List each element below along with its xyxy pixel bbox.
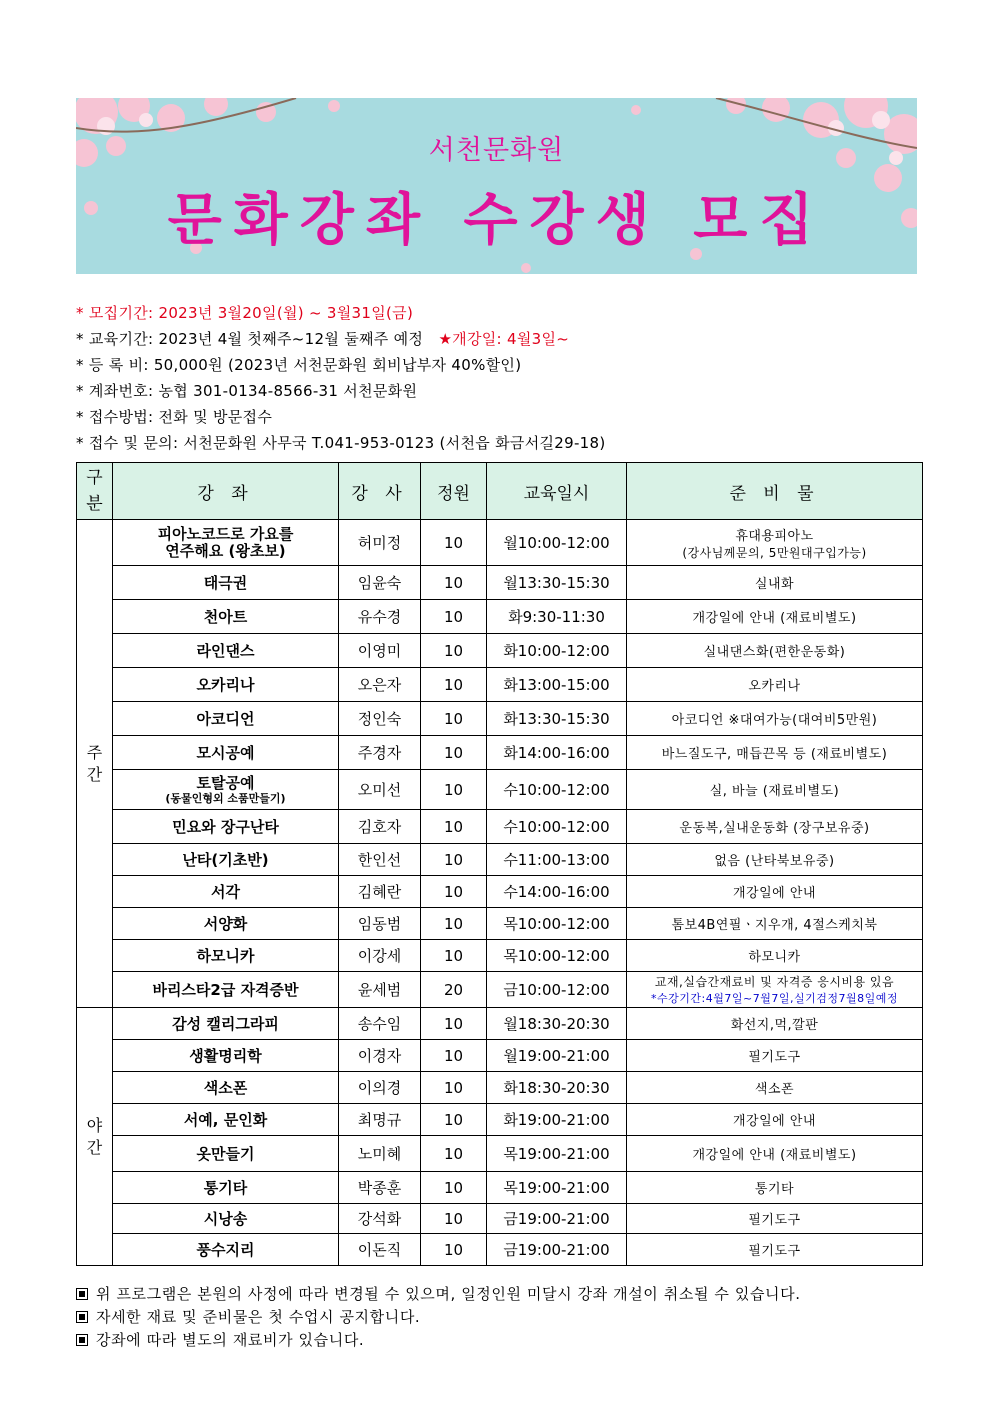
capacity-cell: 10 bbox=[421, 770, 487, 810]
course-name: 하모니카 bbox=[196, 946, 255, 965]
supplies-cell bbox=[627, 1234, 923, 1266]
supplies-cell bbox=[627, 1104, 923, 1136]
capacity-cell: 10 bbox=[421, 520, 487, 566]
course-period-note: *수강기간:4월7일~7월7일,실기검정7월8일예정 bbox=[651, 992, 898, 1005]
capacity-cell: 10 bbox=[421, 668, 487, 702]
schedule-cell: 수10:00-12:00 bbox=[487, 770, 627, 810]
capacity-cell: 10 bbox=[421, 1172, 487, 1204]
course-name: 라인댄스 bbox=[196, 641, 255, 660]
course-name-cell bbox=[113, 1234, 339, 1266]
capacity-cell: 10 bbox=[421, 600, 487, 634]
course-name: 아코디언 bbox=[196, 709, 255, 728]
course-subtitle: (동물인형외 소품만들기) bbox=[165, 792, 286, 805]
course-name-cell bbox=[113, 908, 339, 940]
header-teacher: 강 사 bbox=[339, 463, 421, 520]
supplies-cell bbox=[627, 668, 923, 702]
table-row bbox=[77, 1172, 923, 1204]
note-item: 강좌에 따라 별도의 재료비가 있습니다. bbox=[76, 1329, 936, 1352]
organization-name: 서천문화원 bbox=[428, 135, 565, 166]
table-row bbox=[77, 1072, 923, 1104]
header-schedule: 교육일시 bbox=[487, 463, 627, 520]
teacher-cell: 임동범 bbox=[339, 908, 421, 940]
teacher-cell: 김혜란 bbox=[339, 876, 421, 908]
schedule-cell: 수10:00-12:00 bbox=[487, 810, 627, 844]
supplies-note: (강사님께문의, 5만원대구입가능) bbox=[682, 545, 867, 560]
table-row bbox=[77, 520, 923, 566]
course-name: 모시공예 bbox=[196, 743, 255, 762]
schedule-cell: 금10:00-12:00 bbox=[487, 972, 627, 1008]
table-row bbox=[77, 702, 923, 736]
header-course: 강 좌 bbox=[113, 463, 339, 520]
table-row bbox=[77, 1204, 923, 1234]
capacity-cell: 10 bbox=[421, 1104, 487, 1136]
supplies-cell bbox=[627, 702, 923, 736]
page-title: 문화강좌 수강생 모집 bbox=[167, 188, 826, 253]
supplies-cell bbox=[627, 908, 923, 940]
course-name: 서각 bbox=[211, 882, 240, 901]
capacity-cell: 10 bbox=[421, 940, 487, 972]
course-name: 옷만들기 bbox=[196, 1144, 255, 1163]
supplies-text: 오카리나 bbox=[748, 679, 801, 694]
supplies-cell bbox=[627, 1040, 923, 1072]
course-name-cell bbox=[113, 566, 339, 600]
section-label: 주 간 bbox=[77, 520, 113, 1008]
capacity-cell: 20 bbox=[421, 972, 487, 1008]
capacity-cell: 10 bbox=[421, 702, 487, 736]
table-row bbox=[77, 908, 923, 940]
course-name: 풍수지리 bbox=[196, 1240, 255, 1259]
opening-day: ★개강일: 4월3일~ bbox=[438, 330, 570, 348]
supplies-cell bbox=[627, 600, 923, 634]
capacity-cell: 10 bbox=[421, 1204, 487, 1234]
course-name: 바리스타2급 자격증반 bbox=[152, 980, 299, 999]
schedule-cell: 화19:00-21:00 bbox=[487, 1104, 627, 1136]
table-row bbox=[77, 1040, 923, 1072]
section-label: 야 간 bbox=[77, 1008, 113, 1266]
teacher-cell: 한인선 bbox=[339, 844, 421, 876]
course-name: 난타(기초반) bbox=[182, 850, 269, 869]
supplies-text: 교재,실습간재료비 및 자격증 응시비용 있음 bbox=[654, 975, 895, 989]
schedule-cell: 월10:00-12:00 bbox=[487, 520, 627, 566]
teacher-cell: 이경자 bbox=[339, 1040, 421, 1072]
supplies-text: 실내댄스화(편한운동화) bbox=[703, 645, 846, 660]
supplies-cell bbox=[627, 1008, 923, 1040]
course-name-cell bbox=[113, 520, 339, 566]
teacher-cell: 강석화 bbox=[339, 1204, 421, 1234]
capacity-cell: 10 bbox=[421, 844, 487, 876]
teacher-cell: 이영미 bbox=[339, 634, 421, 668]
table-header bbox=[77, 463, 923, 520]
schedule-cell: 목19:00-21:00 bbox=[487, 1172, 627, 1204]
teacher-cell: 송수임 bbox=[339, 1008, 421, 1040]
square-bullet-icon bbox=[76, 1288, 88, 1300]
schedule-cell: 화9:30-11:30 bbox=[487, 600, 627, 634]
table-row bbox=[77, 736, 923, 770]
table-row bbox=[77, 1008, 923, 1040]
supplies-cell bbox=[627, 810, 923, 844]
info-apply-method: * 접수방법: 전화 및 방문접수 bbox=[76, 408, 273, 426]
course-name-cell bbox=[113, 876, 339, 908]
teacher-cell: 최명규 bbox=[339, 1104, 421, 1136]
course-name: 토탈공예 bbox=[196, 774, 255, 792]
supplies-cell bbox=[627, 876, 923, 908]
course-name-cell bbox=[113, 1136, 339, 1172]
supplies-cell bbox=[627, 844, 923, 876]
supplies-text: 개강일에 안내 bbox=[733, 1114, 816, 1129]
supplies-cell bbox=[627, 1136, 923, 1172]
capacity-cell: 10 bbox=[421, 876, 487, 908]
supplies-cell bbox=[627, 634, 923, 668]
supplies-cell bbox=[627, 1072, 923, 1104]
supplies-text: 통기타 bbox=[754, 1182, 795, 1197]
course-name-cell bbox=[113, 1172, 339, 1204]
schedule-cell: 목10:00-12:00 bbox=[487, 940, 627, 972]
course-name-cell bbox=[113, 1104, 339, 1136]
course-name: 시낭송 bbox=[203, 1209, 248, 1228]
capacity-cell: 10 bbox=[421, 1234, 487, 1266]
teacher-cell: 이돈직 bbox=[339, 1234, 421, 1266]
schedule-cell: 월18:30-20:30 bbox=[487, 1008, 627, 1040]
supplies-cell bbox=[627, 940, 923, 972]
supplies-text: 화선지,먹,깔판 bbox=[730, 1018, 819, 1033]
course-name: 오카리나 bbox=[196, 675, 255, 694]
table-row bbox=[77, 810, 923, 844]
course-name: 색소폰 bbox=[203, 1078, 248, 1097]
course-name-cell bbox=[113, 702, 339, 736]
schedule-cell: 화13:30-15:30 bbox=[487, 702, 627, 736]
capacity-cell: 10 bbox=[421, 634, 487, 668]
capacity-cell: 10 bbox=[421, 1072, 487, 1104]
supplies-cell bbox=[627, 520, 923, 566]
supplies-text: 개강일에 안내 (재료비별도) bbox=[692, 1148, 857, 1163]
schedule-cell: 화14:00-16:00 bbox=[487, 736, 627, 770]
schedule-cell: 화10:00-12:00 bbox=[487, 634, 627, 668]
schedule-cell: 목19:00-21:00 bbox=[487, 1136, 627, 1172]
table-row bbox=[77, 844, 923, 876]
course-name: 통기타 bbox=[203, 1178, 248, 1197]
supplies-text: 바느질도구, 매듭끈목 등 (재료비별도) bbox=[661, 747, 888, 762]
table-row bbox=[77, 668, 923, 702]
teacher-cell: 김호자 bbox=[339, 810, 421, 844]
supplies-text: 개강일에 안내 bbox=[733, 886, 816, 901]
schedule-cell: 목10:00-12:00 bbox=[487, 908, 627, 940]
course-name-cell bbox=[113, 600, 339, 634]
header-section: 구 분 bbox=[77, 463, 113, 520]
course-name-cell bbox=[113, 1008, 339, 1040]
supplies-text: 실내화 bbox=[754, 577, 795, 592]
teacher-cell: 오미선 bbox=[339, 770, 421, 810]
supplies-text: 실, 바늘 (재료비별도) bbox=[709, 784, 840, 799]
teacher-cell: 윤세범 bbox=[339, 972, 421, 1008]
course-name: 태극권 bbox=[203, 573, 248, 592]
supplies-text: 필기도구 bbox=[748, 1050, 801, 1065]
teacher-cell: 유수경 bbox=[339, 600, 421, 634]
supplies-cell bbox=[627, 770, 923, 810]
course-name-cell bbox=[113, 810, 339, 844]
course-name: 감성 캘리그라피 bbox=[172, 1014, 279, 1033]
course-name-cell bbox=[113, 736, 339, 770]
table-row bbox=[77, 972, 923, 1008]
table-row bbox=[77, 600, 923, 634]
capacity-cell: 10 bbox=[421, 908, 487, 940]
capacity-cell: 10 bbox=[421, 810, 487, 844]
course-name: 생활명리학 bbox=[189, 1046, 262, 1065]
supplies-text: 운동복,실내운동화 (장구보유중) bbox=[679, 821, 870, 836]
teacher-cell: 임윤숙 bbox=[339, 566, 421, 600]
table-row bbox=[77, 940, 923, 972]
supplies-text: 개강일에 안내 (재료비별도) bbox=[692, 611, 857, 626]
course-name-cell bbox=[113, 668, 339, 702]
course-name: 민요와 장구난타 bbox=[172, 817, 279, 836]
course-name-cell bbox=[113, 634, 339, 668]
table-row bbox=[77, 770, 923, 810]
course-name-cell bbox=[113, 844, 339, 876]
info-account: * 계좌번호: 농협 301-0134-8566-31 서천문화원 bbox=[76, 382, 418, 400]
supplies-cell bbox=[627, 736, 923, 770]
course-table bbox=[76, 462, 923, 1266]
teacher-cell: 오은자 bbox=[339, 668, 421, 702]
notes bbox=[76, 1283, 936, 1352]
table-row bbox=[77, 1136, 923, 1172]
supplies-text: 색소폰 bbox=[754, 1082, 795, 1097]
teacher-cell: 이강세 bbox=[339, 940, 421, 972]
course-name-cell bbox=[113, 940, 339, 972]
square-bullet-icon bbox=[76, 1311, 88, 1323]
note-item: 위 프로그램은 본원의 사정에 따라 변경될 수 있으며, 일정인원 미달시 강좌 개설이 취소될 수 있습니다. bbox=[76, 1283, 936, 1306]
supplies-text: 없음 (난타북보유중) bbox=[714, 854, 835, 869]
capacity-cell: 10 bbox=[421, 736, 487, 770]
header-banner bbox=[76, 98, 917, 274]
square-bullet-icon bbox=[76, 1334, 88, 1346]
table-row bbox=[77, 1234, 923, 1266]
course-name: 서예, 문인화 bbox=[183, 1110, 268, 1129]
info-list bbox=[76, 300, 936, 456]
supplies-text: 필기도구 bbox=[748, 1213, 801, 1228]
supplies-cell bbox=[627, 566, 923, 600]
schedule-cell: 월19:00-21:00 bbox=[487, 1040, 627, 1072]
schedule-cell: 금19:00-21:00 bbox=[487, 1204, 627, 1234]
supplies-cell bbox=[627, 1172, 923, 1204]
capacity-cell: 10 bbox=[421, 1136, 487, 1172]
supplies-text: 필기도구 bbox=[748, 1244, 801, 1259]
course-name-cell bbox=[113, 1204, 339, 1234]
schedule-cell: 화18:30-20:30 bbox=[487, 1072, 627, 1104]
teacher-cell: 주경자 bbox=[339, 736, 421, 770]
table-row bbox=[77, 1104, 923, 1136]
course-name: 서양화 bbox=[203, 914, 248, 933]
teacher-cell: 박종훈 bbox=[339, 1172, 421, 1204]
teacher-cell: 이의경 bbox=[339, 1072, 421, 1104]
supplies-text: 휴대용피아노 bbox=[735, 528, 814, 544]
info-contact: * 접수 및 문의: 서천문화원 사무국 T.041-953-0123 (서천읍 화금서길29-18) bbox=[76, 434, 606, 452]
table-row bbox=[77, 876, 923, 908]
schedule-cell: 금19:00-21:00 bbox=[487, 1234, 627, 1266]
teacher-cell: 노미혜 bbox=[339, 1136, 421, 1172]
capacity-cell: 10 bbox=[421, 1040, 487, 1072]
course-name-cell bbox=[113, 770, 339, 810]
supplies-text: 하모니카 bbox=[748, 950, 801, 965]
course-name: 천아트 bbox=[203, 607, 248, 626]
course-name-cell bbox=[113, 1072, 339, 1104]
table-row bbox=[77, 634, 923, 668]
info-fee: * 등 록 비: 50,000원 (2023년 서천문화원 회비납부자 40%할인) bbox=[76, 356, 522, 374]
supplies-text: 톰보4B연필ㆍ지우개, 4절스케치북 bbox=[671, 918, 878, 933]
schedule-cell: 월13:30-15:30 bbox=[487, 566, 627, 600]
info-recruit-period: * 모집기간: 2023년 3월20일(월) ~ 3월31일(금) bbox=[76, 304, 414, 322]
capacity-cell: 10 bbox=[421, 1008, 487, 1040]
course-name-cell bbox=[113, 1040, 339, 1072]
capacity-cell: 10 bbox=[421, 566, 487, 600]
schedule-cell: 수14:00-16:00 bbox=[487, 876, 627, 908]
schedule-cell: 화13:00-15:00 bbox=[487, 668, 627, 702]
teacher-cell: 정인숙 bbox=[339, 702, 421, 736]
note-item: 자세한 재료 및 준비물은 첫 수업시 공지합니다. bbox=[76, 1306, 936, 1329]
course-name-cell bbox=[113, 972, 339, 1008]
course-name: 피아노코드로 가요를 연주해요 (왕초보) bbox=[157, 524, 294, 560]
teacher-cell: 허미정 bbox=[339, 520, 421, 566]
supplies-cell bbox=[627, 1204, 923, 1234]
supplies-text: 아코디언 ※대여가능(대여비5만원) bbox=[671, 713, 878, 728]
info-education-period: * 교육기간: 2023년 4월 첫째주~12월 둘째주 예정 ★개강일: 4월3일~ bbox=[76, 330, 570, 348]
supplies-cell bbox=[627, 972, 923, 1008]
table-row bbox=[77, 566, 923, 600]
header-capacity: 정원 bbox=[421, 463, 487, 520]
schedule-cell: 수11:00-13:00 bbox=[487, 844, 627, 876]
header-supplies: 준 비 물 bbox=[627, 463, 923, 520]
